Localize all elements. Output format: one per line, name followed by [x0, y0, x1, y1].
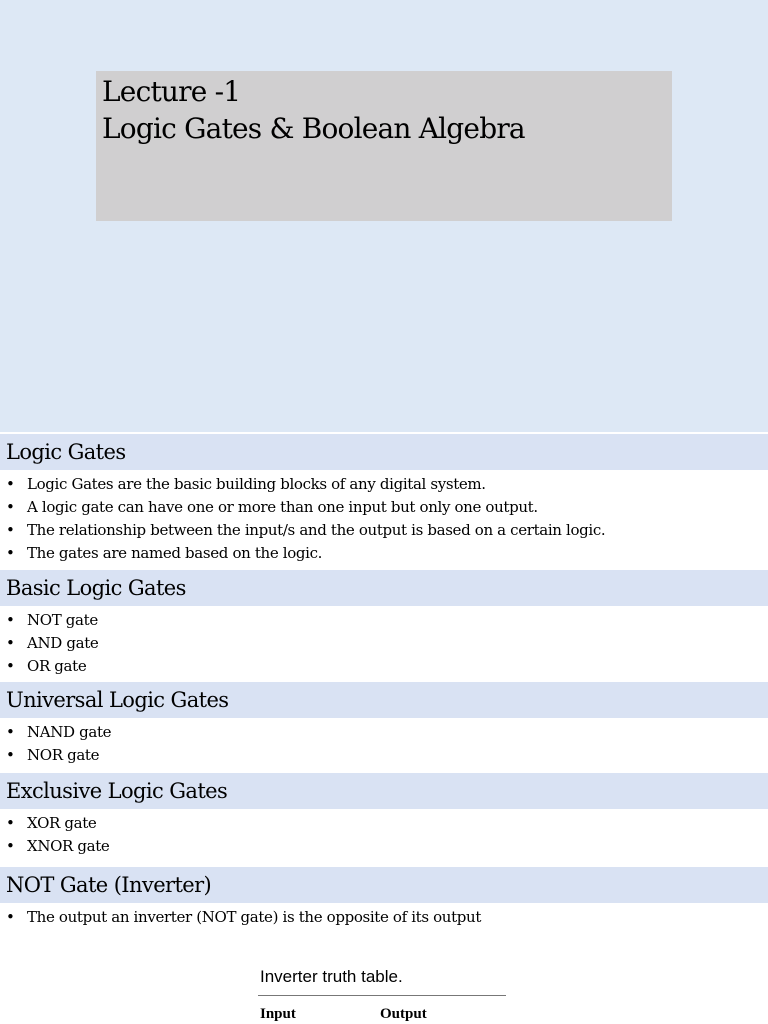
- bullet-icon: •: [6, 521, 15, 539]
- section-heading-exclusive-logic-gates: [0, 773, 768, 809]
- lecture-number: Lecture -1: [102, 75, 241, 108]
- bullet-icon: •: [6, 814, 15, 832]
- list-item: • The gates are named based on the logic.: [0, 542, 768, 565]
- list-item: • The output an inverter (NOT gate) is the opposite of its output: [0, 906, 768, 929]
- list-item: • XOR gate: [0, 812, 768, 835]
- bullet-icon: •: [6, 634, 15, 652]
- section-heading-logic-gates: [0, 434, 768, 470]
- list-item: • NAND gate: [0, 721, 768, 744]
- list-item: • NOR gate: [0, 744, 768, 767]
- heading-text: Basic Logic Gates: [6, 576, 186, 600]
- logic-gates-list: [0, 473, 768, 565]
- title-box: [96, 71, 672, 221]
- list-item: • AND gate: [0, 632, 768, 655]
- heading-text: Universal Logic Gates: [6, 688, 229, 712]
- list-item: • A logic gate can have one or more than one input but only one output.: [0, 496, 768, 519]
- truth-table-rule: [258, 995, 506, 996]
- bullet-icon: •: [6, 544, 15, 562]
- basic-gates-list: [0, 609, 768, 678]
- truth-table-caption: Inverter truth table.: [260, 967, 403, 986]
- heading-text: Exclusive Logic Gates: [6, 779, 228, 803]
- truth-table-header-output: Output: [380, 1006, 427, 1022]
- section-heading-basic-logic-gates: [0, 570, 768, 606]
- bullet-icon: •: [6, 746, 15, 764]
- section-heading-not-gate: [0, 867, 768, 903]
- truth-table-header-input: Input: [260, 1006, 296, 1022]
- universal-gates-list: [0, 721, 768, 767]
- list-item: • XNOR gate: [0, 835, 768, 858]
- section-heading-universal-logic-gates: [0, 682, 768, 718]
- bullet-icon: •: [6, 611, 15, 629]
- bullet-icon: •: [6, 837, 15, 855]
- list-item: • OR gate: [0, 655, 768, 678]
- heading-text: NOT Gate (Inverter): [6, 873, 212, 897]
- bullet-icon: •: [6, 498, 15, 516]
- bullet-icon: •: [6, 475, 15, 493]
- bullet-icon: •: [6, 908, 15, 926]
- bullet-icon: •: [6, 723, 15, 741]
- list-item: • Logic Gates are the basic building blocks of any digital system.: [0, 473, 768, 496]
- bullet-icon: •: [6, 657, 15, 675]
- list-item: • The relationship between the input/s and the output is based on a certain logic.: [0, 519, 768, 542]
- cover-slide: [0, 0, 768, 432]
- heading-text: Logic Gates: [6, 440, 126, 464]
- list-item: • NOT gate: [0, 609, 768, 632]
- not-gate-list: [0, 906, 768, 929]
- lecture-title: Logic Gates & Boolean Algebra: [102, 112, 525, 145]
- exclusive-gates-list: [0, 812, 768, 858]
